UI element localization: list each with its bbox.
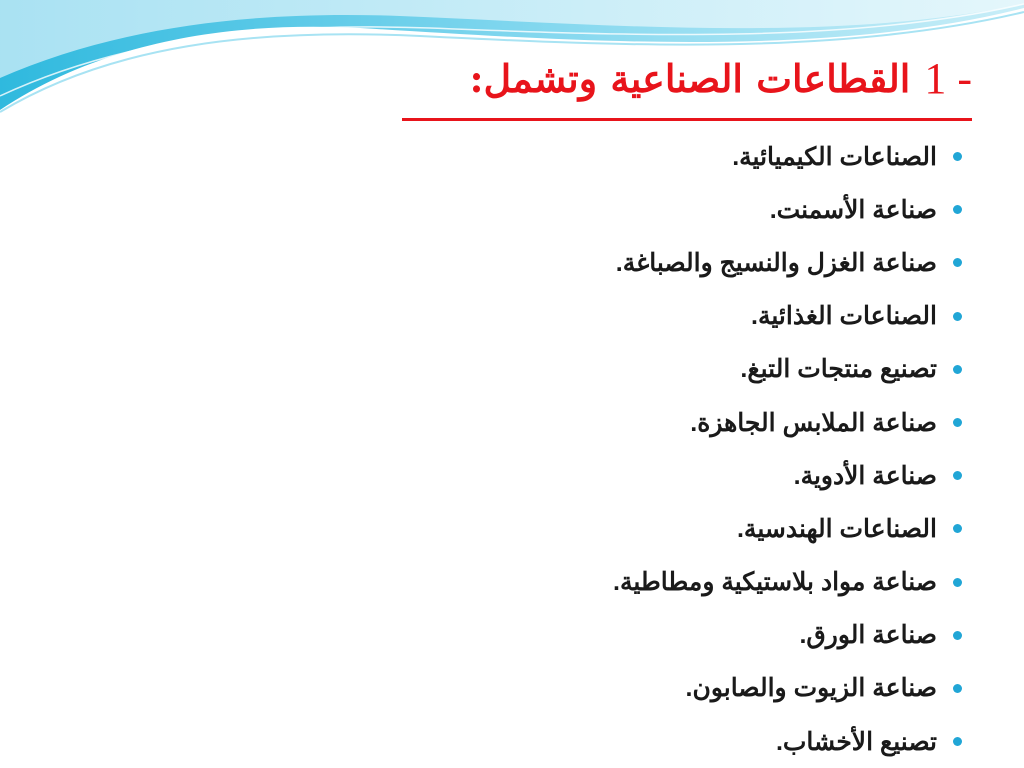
bullet-icon <box>953 631 962 640</box>
list-item-text: صناعة الزيوت والصابون. <box>685 674 937 703</box>
list-item <box>342 715 962 768</box>
title-number: 1 - <box>924 53 972 103</box>
bullet-icon <box>953 258 962 267</box>
list-item-text: الصناعات الكيميائية. <box>732 142 937 171</box>
list-item-text: صناعة الأسمنت. <box>769 195 937 224</box>
slide-title <box>392 52 972 104</box>
list-item-text: تصنيع منتجات التبغ. <box>740 355 937 384</box>
bullet-icon <box>953 365 962 374</box>
list-item <box>342 449 962 502</box>
list-item-text: صناعة الغزل والنسيج والصباغة. <box>615 248 937 277</box>
bullet-icon <box>953 578 962 587</box>
bullet-icon <box>953 152 962 161</box>
list-item <box>342 183 962 236</box>
list-item-text: الصناعات الغذائية. <box>751 302 937 331</box>
list-item <box>342 396 962 449</box>
bullet-icon <box>953 418 962 427</box>
list-item <box>342 290 962 343</box>
bullet-icon <box>953 312 962 321</box>
bullet-icon <box>953 471 962 480</box>
list-item <box>342 236 962 289</box>
list-item-text: الصناعات الهندسية. <box>736 514 937 543</box>
list-item-text: صناعة مواد بلاستيكية ومطاطية. <box>613 568 937 597</box>
list-item <box>342 130 962 183</box>
list-item-text: صناعة الملابس الجاهزة. <box>690 408 937 437</box>
list-item-text: صناعة الورق. <box>799 621 937 650</box>
bullet-icon <box>953 205 962 214</box>
list-item <box>342 662 962 715</box>
list-item-text: صناعة الأدوية. <box>793 461 937 490</box>
list-item <box>342 502 962 555</box>
list-item-text: تصنيع الأخشاب. <box>775 727 937 756</box>
bullet-icon <box>953 737 962 746</box>
industry-list <box>342 130 962 768</box>
title-text: القطاعات الصناعية وتشمل: <box>469 55 911 101</box>
bullet-icon <box>953 684 962 693</box>
list-item <box>342 556 962 609</box>
bullet-icon <box>953 524 962 533</box>
list-item <box>342 609 962 662</box>
title-underline <box>402 118 972 121</box>
list-item <box>342 343 962 396</box>
